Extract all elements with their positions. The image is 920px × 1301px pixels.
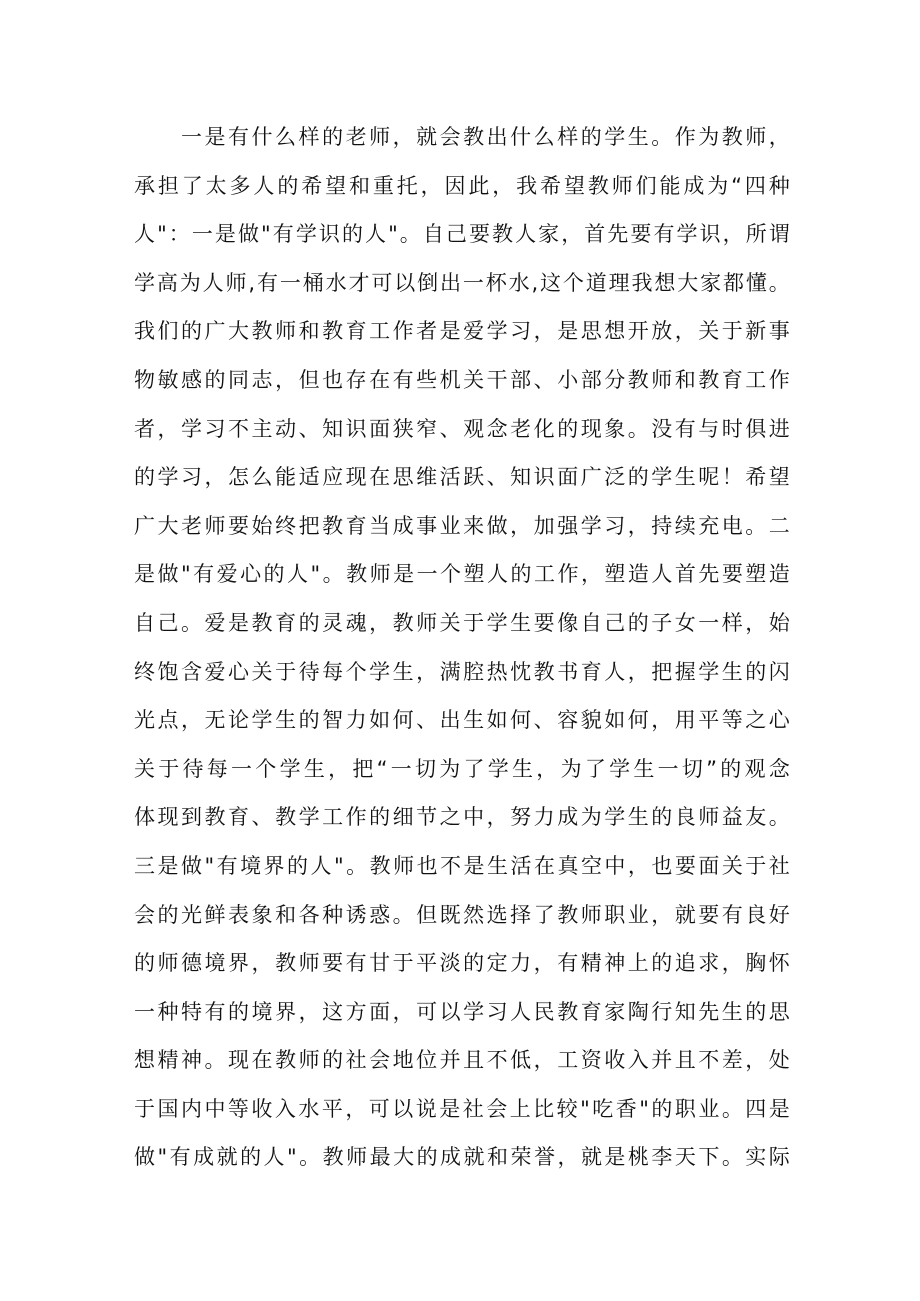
text-line: 会的光鲜表象和各种诱惑。但既然选择了教师职业，就要有良好 [134,902,790,927]
text-line: 关于待每一个学生，把“一切为了学生，为了学生一切”的观念 [134,756,790,781]
text-line: 体现到教育、教学工作的细节之中，努力成为学生的良师益友。 [134,805,790,830]
body-paragraph [134,113,790,1182]
text-line: 学高为人师,有一桶水才可以倒出一杯水,这个道理我想大家都懂。 [134,270,790,295]
text-line: 是做"有爱心的人"。教师是一个塑人的工作，塑造人首先要塑造 [134,562,790,587]
text-line: 一是有什么样的老师，就会教出什么样的学生。作为教师， [181,125,790,149]
text-line: 于国内中等收入水平，可以说是社会上比较"吃香"的职业。四是 [134,1096,790,1121]
text-line: 者，学习不主动、知识面狭窄、观念老化的现象。没有与时俱进 [134,416,790,441]
text-line: 人"：一是做"有学识的人"。自己要教人家，首先要有学识，所谓 [134,222,790,247]
text-line: 做"有成就的人"。教师最大的成就和荣誉，就是桃李天下。实际 [134,1145,790,1170]
text-line: 自己。爱是教育的灵魂，教师关于学生要像自己的子女一样，始 [134,610,790,635]
text-line: 物敏感的同志，但也存在有些机关干部、小部分教师和教育工作 [134,367,790,392]
text-line: 我们的广大教师和教育工作者是爱学习，是思想开放，关于新事 [134,319,790,344]
text-line: 光点，无论学生的智力如何、出生如何、容貌如何，用平等之心 [134,708,790,733]
text-line: 想精神。现在教师的社会地位并且不低，工资收入并且不差，处 [134,1048,790,1073]
text-line: 三是做"有境界的人"。教师也不是生活在真空中，也要面关于社 [134,853,790,878]
text-line: 承担了太多人的希望和重托，因此，我希望教师们能成为“四种 [134,173,790,198]
text-line: 一种特有的境界，这方面，可以学习人民教育家陶行知先生的思 [134,999,790,1024]
text-line: 终饱含爱心关于待每个学生，满腔热忱教书育人，把握学生的闪 [134,659,790,684]
text-line: 的师德境界，教师要有甘于平淡的定力，有精神上的追求，胸怀 [134,951,790,976]
text-line: 的学习，怎么能适应现在思维活跃、知识面广泛的学生呢！希望 [134,465,790,490]
text-line: 广大老师要始终把教育当成事业来做，加强学习，持续充电。二 [134,513,790,538]
